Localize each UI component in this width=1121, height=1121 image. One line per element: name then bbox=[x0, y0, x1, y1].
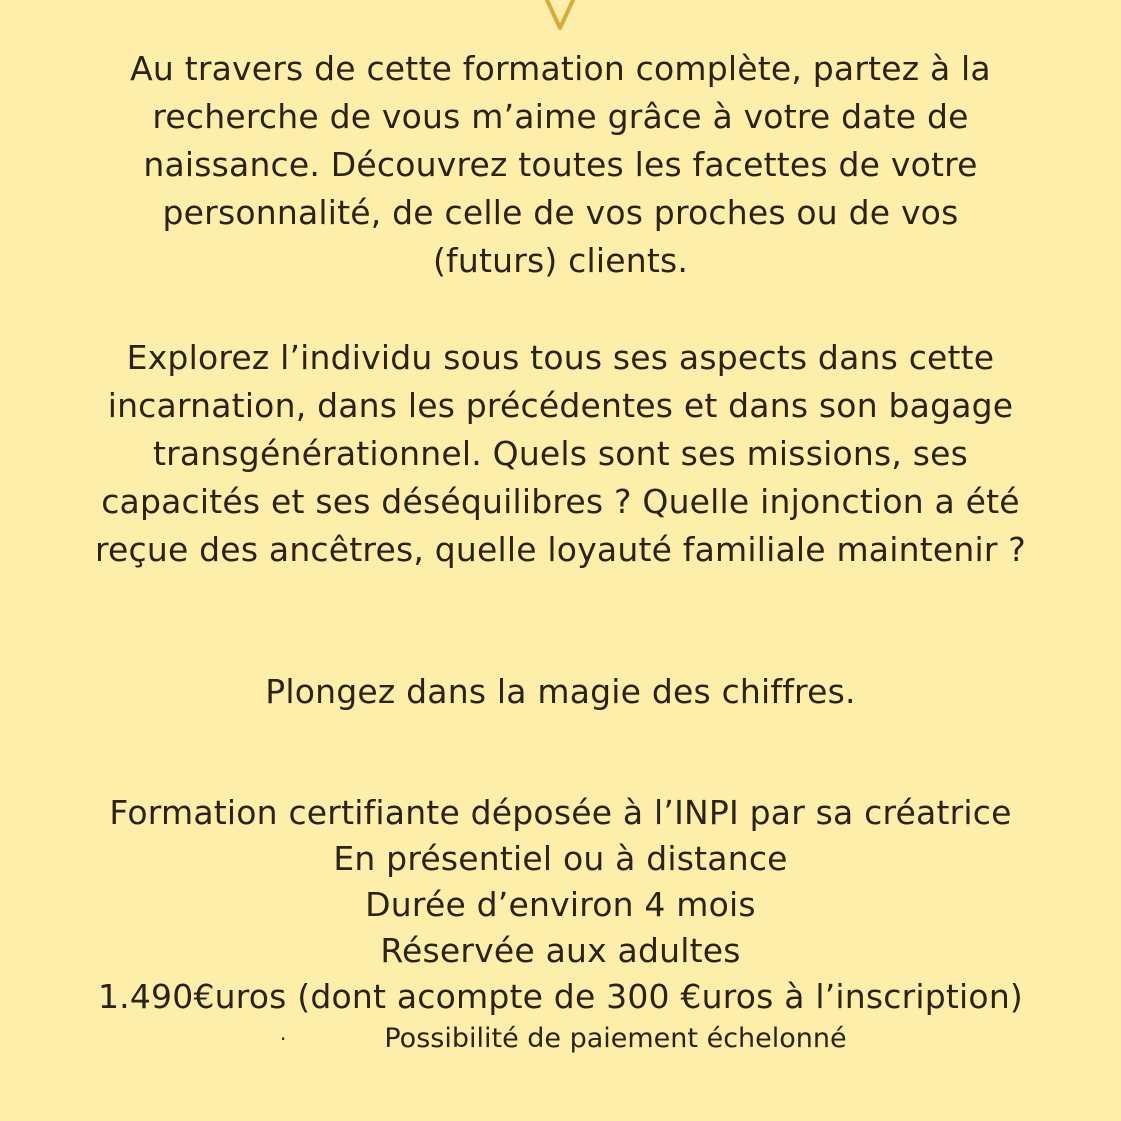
triangle-down-icon bbox=[540, 0, 580, 38]
text-line: reçue des ancêtres, quelle loyauté familiale maintenir ? bbox=[94, 530, 1027, 569]
bullet-icon: · bbox=[280, 1027, 287, 1051]
detail-format: En présentiel ou à distance bbox=[333, 839, 788, 878]
text-line: transgénérationnel. Quels sont ses missions, ses bbox=[152, 434, 969, 473]
detail-audience: Réservée aux adultes bbox=[380, 931, 741, 970]
payment-option bbox=[0, 1020, 1121, 1058]
text-line: incarnation, dans les précédentes et dans son bagage bbox=[107, 386, 1014, 425]
text-line: recherche de vous m’aime grâce à votre date de bbox=[152, 97, 969, 136]
text-line: naissance. Découvrez toutes les facettes de votre bbox=[143, 145, 978, 184]
tagline bbox=[0, 668, 1121, 716]
tagline-text: Plongez dans la magie des chiffres. bbox=[265, 672, 856, 711]
text-line: Explorez l’individu sous tous ses aspects dans cette bbox=[126, 338, 995, 377]
text-line: personnalité, de celle de vos proches ou de vos bbox=[162, 193, 959, 232]
payment-option-text: Possibilité de paiement échelonné bbox=[384, 1023, 847, 1054]
text-line: Au travers de cette formation complète, partez à la bbox=[130, 49, 991, 88]
intro-paragraph bbox=[0, 45, 1121, 285]
detail-duration: Durée d’environ 4 mois bbox=[365, 885, 756, 924]
text-line: capacités et ses déséquilibres ? Quelle injonction a été bbox=[101, 482, 1020, 521]
text-line: (futurs) clients. bbox=[432, 241, 689, 280]
detail-price: 1.490€uros (dont acompte de 300 €uros à l’inscription) bbox=[97, 977, 1024, 1016]
detail-certification: Formation certifiante déposée à l’INPI par sa créatrice bbox=[109, 793, 1012, 832]
explore-paragraph bbox=[0, 334, 1121, 574]
formation-details bbox=[0, 790, 1121, 1020]
